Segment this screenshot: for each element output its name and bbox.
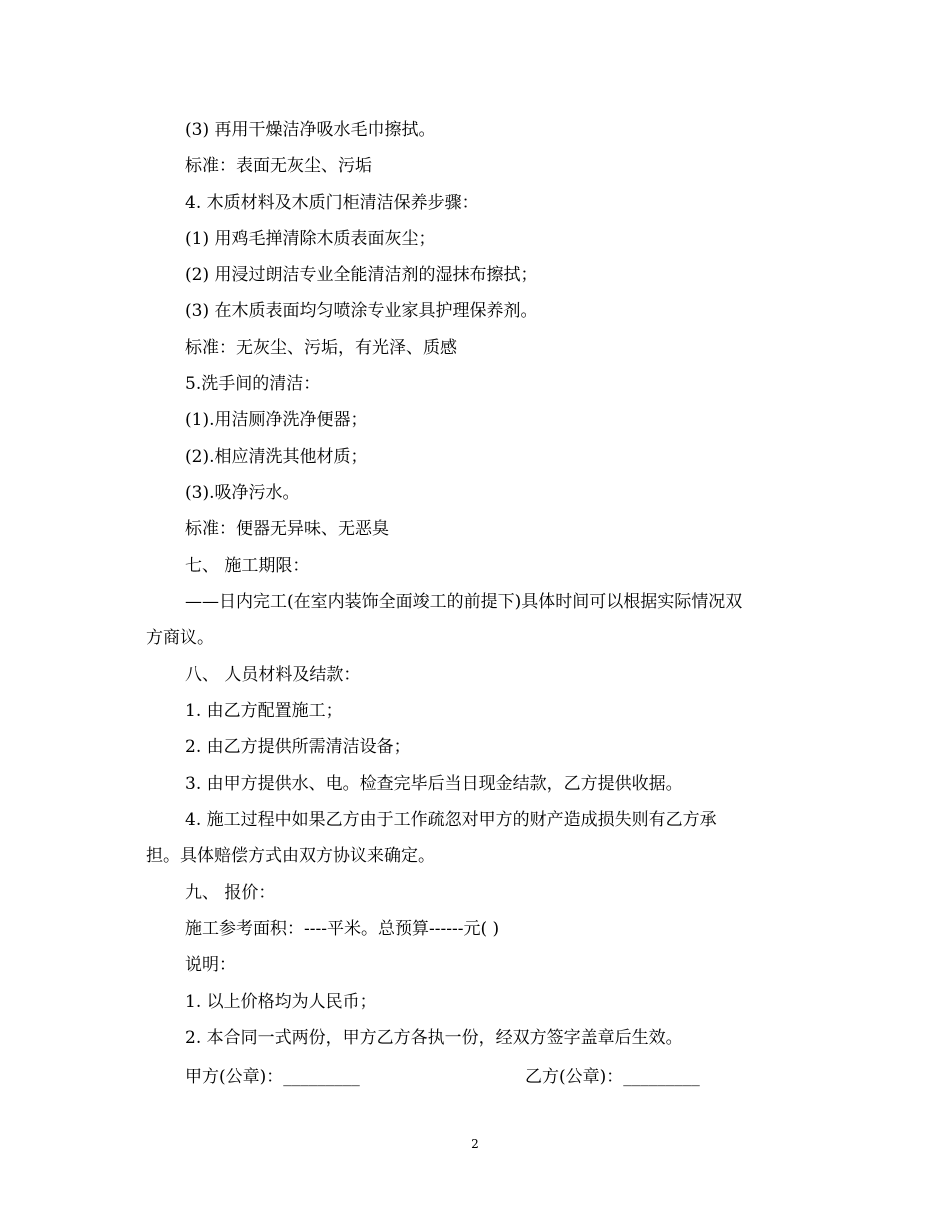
body-line: 施工参考面积：----平米。总预算------元( ) [185, 919, 500, 939]
body-line: 2. 本合同一式两份，甲方乙方各执一份，经双方签字盖章后生效。 [185, 1028, 683, 1048]
page-number: 2 [471, 1137, 479, 1151]
body-line: 4. 木质材料及木质门柜清洁保养步骤： [185, 193, 479, 213]
body-line: 3. 由甲方提供水、电。检查完毕后当日现金结款，乙方提供收据。 [185, 774, 683, 794]
body-line: ——日内完工(在室内装饰全面竣工的前提下)具体时间可以根据实际情况双 [185, 592, 743, 612]
section-heading: 九、 报价： [185, 883, 276, 903]
body-line: 担。具体赔偿方式由双方协议来确定。 [146, 846, 435, 866]
body-line: 4. 施工过程中如果乙方由于工作疏忽对甲方的财产造成损失则有乙方承 [185, 810, 717, 830]
body-line: 1. 由乙方配置施工； [185, 701, 343, 721]
body-line: (1) 用鸡毛掸清除木质表面灰尘； [185, 229, 436, 249]
body-line: 标准：便器无异味、无恶臭 [185, 519, 389, 539]
party-b-signature: 乙方(公章)：_________ [525, 1067, 700, 1087]
party-a-signature: 甲方(公章)：_________ [185, 1067, 360, 1087]
body-line: (1).用洁厕净洗净便器； [185, 410, 368, 430]
body-line: 标准：表面无灰尘、污垢 [185, 156, 372, 176]
body-line: 标准：无灰尘、污垢，有光泽、质感 [185, 338, 457, 358]
body-line: (2).相应清洗其他材质； [185, 447, 368, 467]
body-line: 5.洗手间的清洁： [185, 374, 321, 394]
section-heading: 七、 施工期限： [185, 556, 310, 576]
section-heading: 八、 人员材料及结款： [185, 665, 361, 685]
body-line: 说明： [185, 955, 236, 975]
body-line: (3).吸净污水。 [185, 483, 300, 503]
body-line: (2) 用浸过朗洁专业全能清洁剂的湿抹布擦拭； [185, 265, 538, 285]
body-line: 方商议。 [146, 628, 214, 648]
body-line: 1. 以上价格均为人民币； [185, 992, 377, 1012]
body-line: (3) 在木质表面均匀喷涂专业家具护理保养剂。 [185, 301, 538, 321]
body-line: 2. 由乙方提供所需清洁设备； [185, 737, 411, 757]
body-line: (3) 再用干燥洁净吸水毛巾擦拭。 [185, 120, 436, 140]
